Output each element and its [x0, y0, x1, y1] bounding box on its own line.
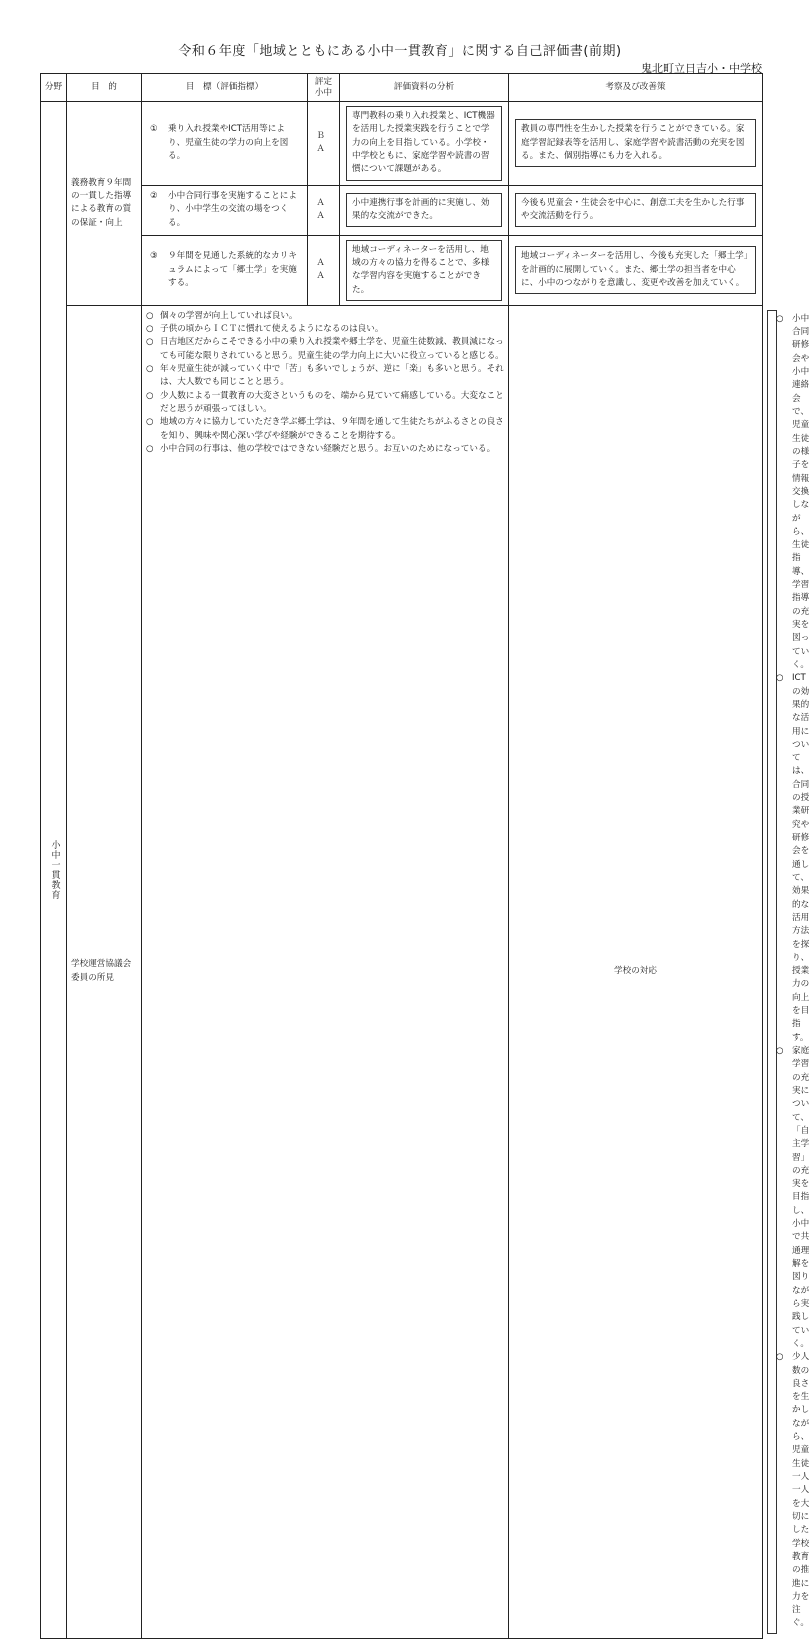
council-opinion-text: 地域の方々に協力していただき学ぶ郷土学は、９年間を通して生徒たちがふるさとの良さを知り、興味や関心深い学びや経験ができることを期待する。 [160, 417, 504, 441]
header-row [41, 74, 763, 102]
council-opinion-1 [146, 310, 504, 323]
council-opinion-text: 子供の頃からＩＣＴに慣れて使えるようになるのは良い。 [160, 324, 384, 335]
circle-bullet-icon: ○ [776, 313, 784, 324]
school-response-text: 家庭学習の充実について、「自主学習」の充実を目指し、小中で共通理解を図りながら実践していく。 [792, 1046, 809, 1349]
bunya-cell [41, 102, 67, 1639]
goal-cell-1 [142, 102, 308, 186]
improvement-text-2: 今後も児童会・生徒会を中心に、創意工夫を生かした行事や交流活動を行う。 [515, 193, 756, 228]
goal-cell-2 [142, 185, 308, 235]
goal-cell-3 [142, 235, 308, 305]
school-response-label: 学校の対応 [509, 305, 763, 1638]
improvement-cell-2 [509, 185, 763, 235]
council-opinion-6 [146, 416, 504, 443]
circle-bullet-icon: ○ [146, 337, 154, 348]
goal-row-2 [41, 185, 763, 235]
council-opinions-cell [142, 305, 509, 1638]
mokuteki-text-1: 義務教育９年間の一貫した指導による教育の質の保証・向上 [71, 177, 132, 228]
circle-bullet-icon: ○ [776, 673, 784, 684]
circle-bullet-icon: ○ [146, 417, 154, 428]
grade-3: Ａ Ａ [308, 235, 340, 305]
improvement-text-3: 地域コーディネーターを活用し、今後も充実した「郷土学」を計画的に展開していく。また、郷土学の担当者を中心に、小中のつながりを意識し、変更や改善を加えていく。 [515, 246, 756, 294]
circle-bullet-icon: ○ [146, 443, 154, 454]
mokuteki-cell-1 [67, 102, 142, 306]
improvement-text-1: 教員の専門性を生かした授業を行うことができている。家庭学習記録表等を活用し、家庭学習や読書活動の充実を図る。また、個別指導にも力を入れる。 [515, 119, 756, 167]
school-response-text: ICTの効果的な活用については、合同の授業研究や研修会を通して、効果的な活用方法を探り、授業力の向上を目指す。 [792, 673, 809, 1043]
council-opinion-2 [146, 323, 504, 336]
goal-row-3 [41, 235, 763, 305]
header-analysis: 評価資料の分析 [340, 74, 509, 102]
analysis-text-1: 専門教科の乗り入れ授業と、ICT機器を活用した授業実践を行うことで学力の向上を目指している。小学校・中学校ともに、家庭学習や読書の習慣について課題がある。 [346, 106, 502, 181]
council-opinion-7 [146, 443, 504, 456]
goal-text-1: 乗り入れ授業やICT活用等により、児童生徒の学力の向上を図る。 [168, 124, 289, 161]
school-response-text: 小中合同研修会や小中連絡会で、児童生徒の様子を情報交換しながら、生徒指導、学習指導の充実を図っていく。 [792, 313, 809, 670]
circle-bullet-icon: ○ [146, 324, 154, 335]
analysis-text-3: 地域コーディネーターを活用し、地域の方々の協力を得ることで、多様な学習内容を実施することができた。 [346, 240, 502, 301]
document-title: 令和６年度「地域とともにある小中一貫教育」に関する自己評価書(前期) [178, 44, 622, 59]
header-improvement: 考察及び改善策 [509, 74, 763, 102]
improvement-cell-3 [509, 235, 763, 305]
school-name: 鬼北町立日吉小・中学校 [641, 62, 762, 75]
header-bunya: 分野 [41, 74, 67, 102]
circle-bullet-icon: ○ [776, 1352, 784, 1363]
circle-bullet-icon: ○ [146, 390, 154, 401]
council-opinion-text: 年々児童生徒が減っていく中で「苦」も多いでしょうが、逆に「楽」も多いと思う。それは、大人数でも同じことと思う。 [160, 364, 504, 388]
evaluation-table [40, 73, 809, 1639]
mokuteki-text-2: 学校運営協議会委員の所見 [71, 959, 132, 983]
council-opinion-text: 少人数による一貫教育の大変さというものを、端から見ていて痛感している。大変なことだと思うが頑張ってほしい。 [160, 390, 504, 414]
goal-row-1 [41, 102, 763, 186]
circle-bullet-icon: ○ [146, 310, 154, 321]
analysis-cell-3 [340, 235, 509, 305]
circle-bullet-icon: ○ [776, 1046, 784, 1056]
mokuteki-cell-2 [67, 305, 142, 1638]
header-hyotei-line1: 評定 [314, 76, 333, 87]
grade-2: Ａ Ａ [308, 185, 340, 235]
council-opinions-list [146, 310, 504, 456]
goal-text-3: ９年間を見通した系統的なカリキュラムによって「郷土学」を実施する。 [168, 251, 297, 288]
school-response-text: 少人数の良さを生かしながら、児童生徒一人一人を大切にした学校教育の推進に力を注ぐ。 [792, 1352, 809, 1629]
improvement-cell-1 [509, 102, 763, 186]
council-opinion-4 [146, 363, 504, 390]
council-opinion-5 [146, 390, 504, 417]
goal-number-1: ① [150, 124, 158, 135]
goal-number-3: ③ [150, 251, 158, 262]
council-row [41, 305, 763, 1638]
analysis-text-2: 小中連携行事を計画的に実施し、効果的な交流ができた。 [346, 193, 502, 228]
header-hyotei-line2: 小中 [314, 87, 333, 98]
grade-1: Ｂ Ａ [308, 102, 340, 186]
header-mokuteki: 目 的 [67, 74, 142, 102]
goal-text-2: 小中合同行事を実施することにより、小中学生の交流の場をつくる。 [168, 191, 297, 228]
bunya-label: 小中一貫教育 [49, 839, 60, 900]
council-opinion-text: 小中合同の行事は、他の学校ではできない経験だと思う。お互いのためになっている。 [160, 443, 496, 454]
council-opinion-3 [146, 336, 504, 363]
goal-number-2: ② [150, 191, 158, 202]
school-responses-box [767, 310, 809, 1634]
analysis-cell-1 [340, 102, 509, 186]
council-opinion-text: 個々の学習が向上していれば良い。 [160, 310, 298, 321]
header-hyotei [308, 74, 340, 102]
circle-bullet-icon: ○ [146, 364, 154, 375]
header-mokuhyo: 目 標（評価指標） [142, 74, 308, 102]
analysis-cell-2 [340, 185, 509, 235]
council-opinion-text: 日吉地区だからこそできる小中の乗り入れ授業や郷土学を、児童生徒数減、教員減になっても可能な限りされていると思う。児童生徒の学力向上に大いに役立っていると感じる。 [160, 337, 504, 361]
